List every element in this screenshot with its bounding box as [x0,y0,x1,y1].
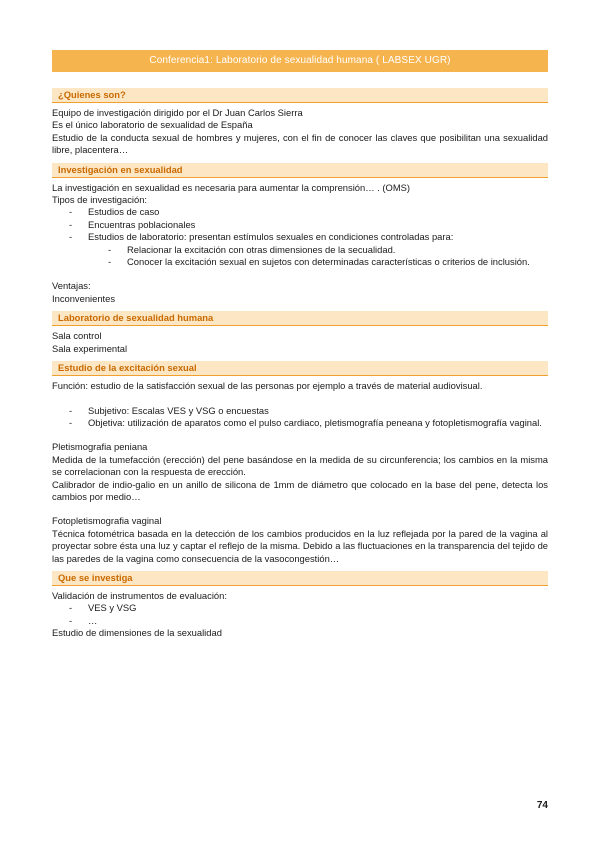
section-header-laboratorio: Laboratorio de sexualidad humana [52,311,548,326]
section-header-investigacion: Investigación en sexualidad [52,163,548,178]
laboratory-purposes-list [52,244,548,269]
paragraph: Sala control [52,330,102,342]
paragraph: Tipos de investigación: [52,194,148,206]
list-item: - Objetiva: utilización de aparatos como el pulso cardiaco, pletismografía peneana y fotopletismografía vaginal. [52,417,548,429]
paragraph: Calibrador de indio-galio en un anillo de silicona de 1mm de diámetro que colocado en la base del pene, detecta los cambios por medio… [52,478,548,502]
paragraph: Validación de instrumentos de evaluación: [52,589,227,601]
page-number: 74 [536,800,548,811]
paragraph: Estudio de dimensiones de la sexualidad [52,627,222,639]
document-page [52,50,548,640]
paragraph: Ventajas: [52,280,91,292]
subheading: Pletismografia peniana [52,441,148,453]
paragraph: Medida de la tumefacción (erección) del pene basándose en la medida de su circunferencia; los cambios en la misma se correlacionan con la respuesta de erección. [52,453,548,478]
section-header-excitacion: Estudio de la excitación sexual [52,361,548,376]
paragraph: Inconvenientes [52,292,116,304]
investigation-types-list [52,206,548,243]
paragraph: Estudio de la conducta sexual de hombres y mujeres, con el fin de conocer las claves que posibilitan una sexualidad libre, placentera… [52,131,548,156]
instruments-list [52,602,548,627]
list-item: - Encuentras poblacionales [52,219,548,231]
list-item: - Relacionar la excitación con otras dimensiones de la secualidad. [52,244,548,256]
paragraph: Equipo de investigación dirigido por el Dr Juan Carlos Sierra [52,107,303,118]
paragraph: Es el único laboratorio de sexualidad de España [52,119,253,131]
list-item: - Conocer la excitación sexual en sujetos con determinadas características o criterios de inclusión. [52,256,548,268]
conference-title-banner: Conferencia1: Laboratorio de sexualidad humana ( LABSEX UGR) [52,50,548,72]
list-item: - … [52,615,548,627]
section-header-que-se-investiga: Que se investiga [52,571,548,586]
list-item: - VES y VSG [52,602,548,614]
paragraph: Técnica fotométrica basada en la detección de los cambios producidos en la luz reflejada por la pared de la vagina al proyectar sobre ésta una luz y captar el reflejo de la misma. Debido a las fluctuaciones en la transparencia del tejido de las paredes de la vagina como consecuencia de la vasocongestión… [52,527,548,564]
list-item: - Estudios de caso [52,206,548,218]
list-item: - Estudios de laboratorio: presentan estímulos sexuales en condiciones controladas para: [52,231,548,243]
paragraph: Sala experimental [52,342,128,354]
section-header-quienes-son: ¿Quienes son? [52,88,548,103]
subheading: Fotopletismografia vaginal [52,515,162,527]
list-item: - Subjetivo: Escalas VES y VSG o encuestas [52,405,548,417]
paragraph: La investigación en sexualidad es necesaria para aumentar la comprensión… . (OMS) [52,181,410,193]
paragraph: Función: estudio de la satisfacción sexual de las personas por ejemplo a través de material audiovisual. [52,380,483,392]
measurement-types-list [52,405,548,430]
